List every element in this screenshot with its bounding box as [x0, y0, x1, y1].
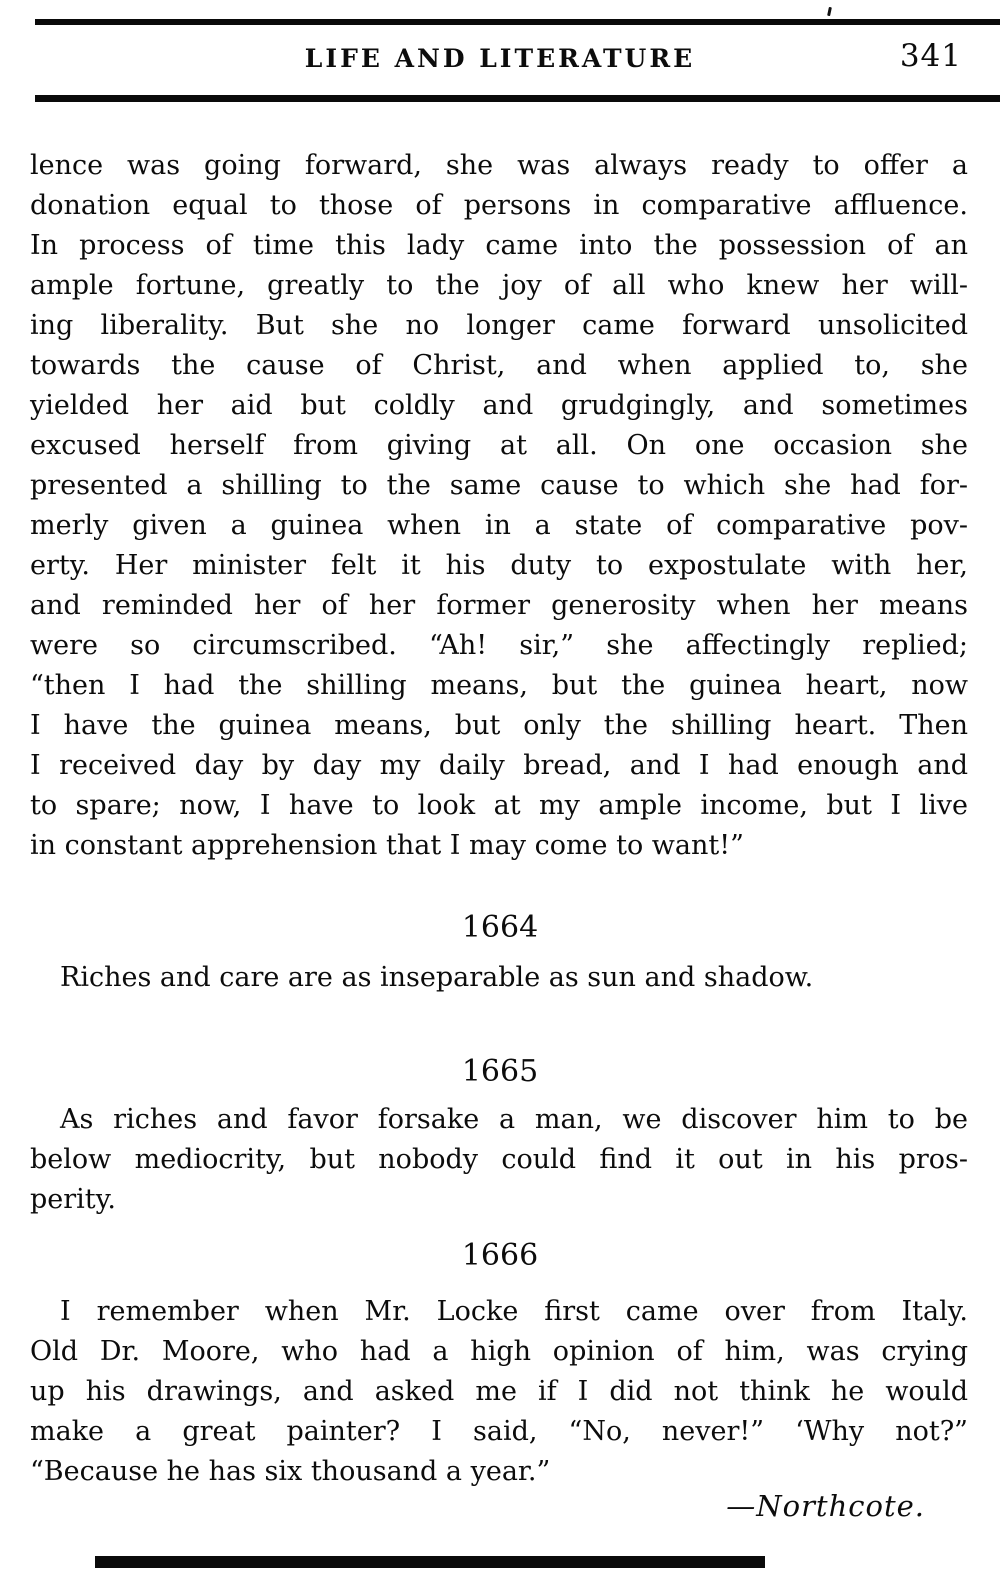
text-line: towards the cause of Christ, and when applied to, she — [30, 350, 968, 381]
text-line: and reminded her of her former generosity when her means — [30, 590, 968, 621]
running-header-title: LIFE AND LITERATURE — [304, 44, 696, 73]
text-line: “Because he has six thousand a year.” — [30, 1456, 551, 1487]
text-line: presented a shilling to the same cause to which she had for- — [30, 470, 968, 501]
ink-speck — [827, 7, 832, 16]
text-line: ample fortune, greatly to the joy of all who knew her will- — [30, 270, 968, 301]
page-number: 341 — [899, 38, 962, 74]
section-1666-text — [30, 1292, 968, 1492]
text-line: make a great painter? I said, “No, never!” ‘Why not?” — [30, 1416, 968, 1447]
section-number-1664: 1664 — [461, 910, 539, 945]
text-line: excused herself from giving at all. On one occasion she — [30, 430, 968, 461]
text-line: “then I had the shilling means, but the guinea heart, now — [30, 670, 968, 701]
header-rule — [35, 95, 1000, 102]
section-1665-text — [30, 1100, 968, 1220]
bottom-scan-bar — [95, 1556, 765, 1568]
text-line: lence was going forward, she was always ready to offer a — [30, 150, 968, 181]
text-line: I have the guinea means, but only the shilling heart. Then — [30, 710, 968, 741]
continued-paragraph — [30, 146, 968, 866]
text-line: I received day by day my daily bread, and I had enough and — [30, 750, 968, 781]
text-line: ing liberality. But she no longer came forward unsolicited — [30, 310, 968, 341]
text-line: Old Dr. Moore, who had a high opinion of him, was crying — [30, 1336, 968, 1367]
text-line: Riches and care are as inseparable as sun and shadow. — [60, 962, 814, 993]
section-1664-text — [30, 958, 968, 998]
text-line: I remember when Mr. Locke first came over from Italy. — [60, 1296, 968, 1327]
top-rule — [35, 19, 1000, 25]
text-line: merly given a guinea when in a state of comparative pov- — [30, 510, 968, 541]
text-line: to spare; now, I have to look at my ample income, but I live — [30, 790, 968, 821]
text-line: perity. — [30, 1184, 116, 1215]
text-line: As riches and favor forsake a man, we discover him to be — [60, 1104, 968, 1135]
section-number-1665: 1665 — [461, 1054, 539, 1089]
text-line: were so circumscribed. “Ah! sir,” she affectingly replied; — [30, 630, 968, 661]
text-line: yielded her aid but coldly and grudgingly, and sometimes — [30, 390, 968, 421]
text-line: In process of time this lady came into the possession of an — [30, 230, 968, 261]
text-line: below mediocrity, but nobody could find it out in his pros- — [30, 1144, 968, 1175]
text-line: up his drawings, and asked me if I did not think he would — [30, 1376, 968, 1407]
text-line: in constant apprehension that I may come to want!” — [30, 830, 744, 861]
text-line: donation equal to those of persons in comparative affluence. — [30, 190, 968, 221]
section-number-1666: 1666 — [461, 1238, 539, 1273]
text-line: erty. Her minister felt it his duty to expostulate with her, — [30, 550, 968, 581]
attribution: —Northcote. — [726, 1489, 925, 1523]
